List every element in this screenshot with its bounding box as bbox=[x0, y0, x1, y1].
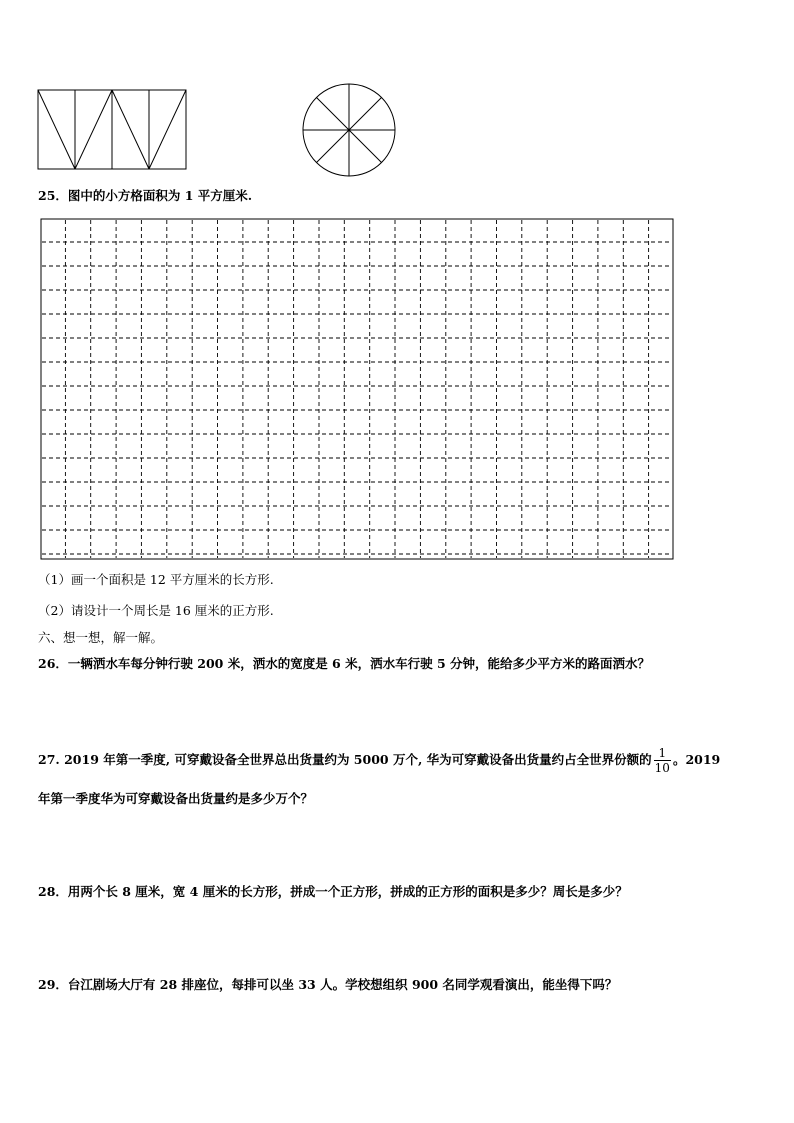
question-26-text: 26．一辆洒水车每分钟行驶 200 米，洒水的宽度是 6 米，洒水车行驶 5 分钟，能给多少平方米的路面洒水？ bbox=[38, 656, 650, 671]
question-28-text: 28．用两个长 8 厘米，宽 4 厘米的长方形，拼成一个正方形，拼成的正方形的面积是多少？周长是多少？ bbox=[38, 884, 628, 899]
figure-sector-lines bbox=[303, 84, 395, 176]
question-25-part-2: （2）请设计一个周长是 16 厘米的正方形. bbox=[38, 603, 274, 618]
grid-dashed-lines bbox=[42, 220, 672, 558]
section-6-title: 六、想一想，解一解。 bbox=[38, 630, 164, 645]
square-grid bbox=[40, 218, 676, 563]
grid-border bbox=[41, 219, 673, 559]
circle-sectors-figure bbox=[301, 82, 397, 178]
figure-partition-lines bbox=[38, 90, 186, 169]
fraction-numerator: 1 bbox=[654, 746, 671, 761]
question-27-line-2: 年第一季度华为可穿戴设备出货量约是多少万个？ bbox=[38, 791, 314, 806]
question-27-text-pre: 27. 2019 年第一季度, 可穿戴设备全世界总出货量约为 5000 万个, 华为可穿戴设备出货量约占全世界份额的 bbox=[38, 752, 652, 767]
fraction-denominator: 10 bbox=[654, 761, 670, 775]
triangle-partition-figure bbox=[37, 89, 189, 171]
question-29-text: 29．台江剧场大厅有 28 排座位，每排可以坐 33 人。学校想组织 900 名同学观看演出，能坐得下吗？ bbox=[38, 977, 618, 992]
question-25-text: 25．图中的小方格面积为 1 平方厘米. bbox=[38, 188, 253, 203]
question-27-line-1 bbox=[38, 745, 720, 775]
question-25-part-1: （1）画一个面积是 12 平方厘米的长方形. bbox=[38, 572, 274, 587]
fraction-one-tenth bbox=[654, 746, 671, 775]
question-27-text-post: 。2019 bbox=[672, 752, 721, 767]
